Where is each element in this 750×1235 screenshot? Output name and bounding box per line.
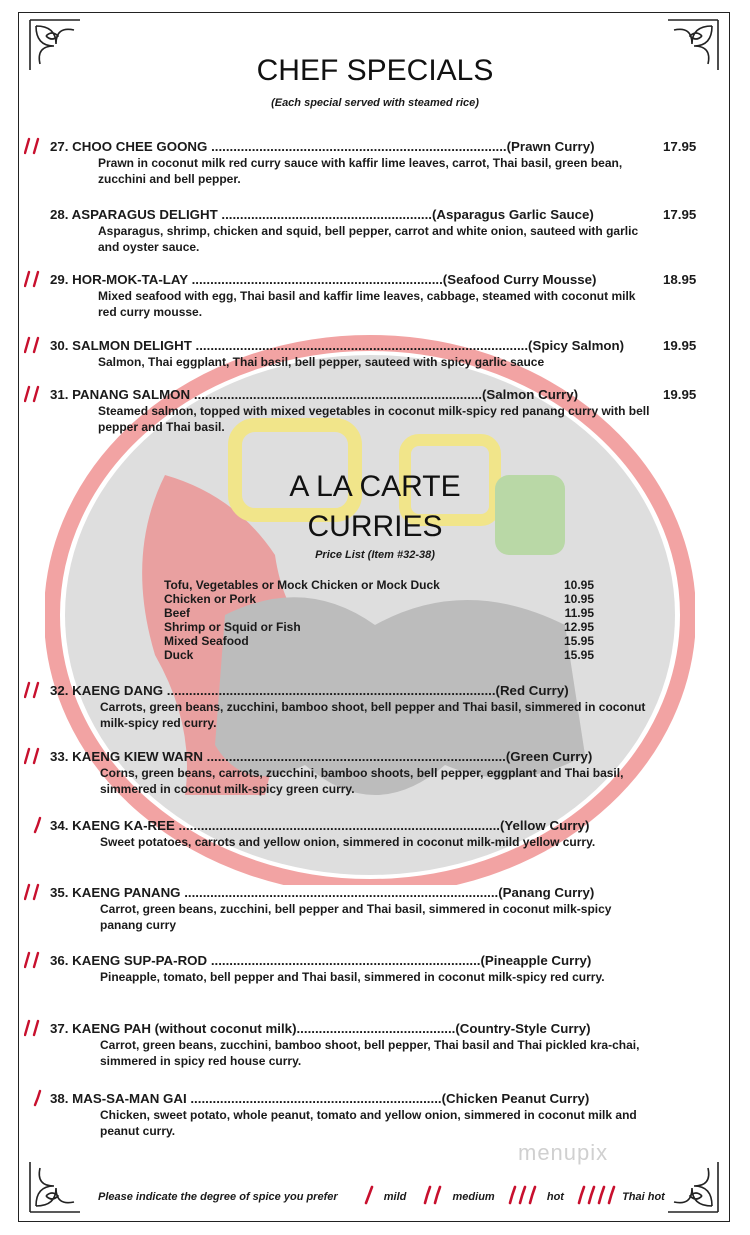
item-description: Sweet potatoes, carrots and yellow onion, simmered in coconut milk-mild yellow curry. (100, 835, 596, 849)
item-name: 34. KAENG KA-REE .......................................................................................(Yellow Curry) (50, 818, 590, 833)
price-row (164, 606, 594, 620)
item-description: Chicken, sweet potato, whole peanut, tomato and yellow onion, simmered in coconut milk and peanut curry. (100, 1108, 637, 1138)
chili-medium-icon (24, 270, 46, 288)
price-row-label: Duck (164, 648, 194, 662)
price-list (164, 578, 594, 662)
item-name: 27. CHOO CHEE GOONG ................................................................................(Prawn Curry) (50, 139, 595, 154)
item-price: 17.95 (663, 139, 697, 154)
item-name: 28. ASPARAGUS DELIGHT .........................................................(Asparagus Garlic Sauce) (50, 207, 594, 222)
corner-ornament-icon (664, 1158, 722, 1216)
price-row-value: 12.95 (563, 620, 594, 634)
item-description: Asparagus, shrimp, chicken and squid, bell pepper, carrot and white onion, sauteed with garlic and oyster sauce. (98, 224, 639, 254)
corner-ornament-icon (26, 1158, 84, 1216)
spice-thai-hot-label: Thai hot (622, 1190, 665, 1203)
price-row-label: Chicken or Pork (164, 592, 257, 606)
price-row-label: Mixed Seafood (164, 634, 249, 648)
item-name: 36. KAENG SUP-PA-ROD .........................................................................(Pineapple Curry) (50, 953, 592, 968)
item-description: Carrot, green beans, zucchini, bell pepper and Thai basil, simmered in coconut milk-spicy panang curry (100, 902, 612, 932)
menu-item (50, 885, 720, 933)
menu-item (50, 683, 720, 731)
item-description: Carrot, green beans, zucchini, bamboo shoot, bell pepper, Thai basil and Thai pickled kra-chai, simmered in spicy red house curry. (100, 1038, 640, 1068)
menu-item (50, 338, 720, 371)
spice-hot-label: hot (546, 1190, 564, 1203)
chili-medium-icon (24, 747, 46, 765)
chili-medium-icon (24, 681, 46, 699)
chili-medium-icon (24, 883, 46, 901)
item-description: Salmon, Thai eggplant, Thai basil, bell pepper, sauteed with spicy garlic sauce (98, 355, 545, 369)
item-description: Corns, green beans, carrots, zucchini, bamboo shoots, bell pepper, eggplant and Thai basil, simmered in coconut milk-spicy green curry. (100, 766, 624, 796)
item-price: 19.95 (663, 338, 697, 353)
price-row (164, 592, 594, 606)
item-name: 38. MAS-SA-MAN GAI ....................................................................(Chicken Peanut Curry) (50, 1091, 590, 1106)
price-row-value: 15.95 (563, 634, 594, 648)
chili-mild-icon (32, 816, 44, 834)
chili-medium-icon (24, 951, 46, 969)
chef-specials-subtitle: (Each special served with steamed rice) (271, 97, 479, 109)
price-row-label: Tofu, Vegetables or Mock Chicken or Mock Duck (164, 578, 440, 592)
price-row-label: Beef (164, 606, 191, 620)
menu-item (50, 139, 720, 187)
item-name: 29. HOR-MOK-TA-LAY ....................................................................(Seafood Curry Mousse) (50, 272, 597, 287)
menu-item (50, 818, 720, 851)
menu-item (50, 207, 720, 255)
section-title-a-la-carte: A LA CARTE (289, 470, 461, 503)
chili-hot-icon (508, 1185, 540, 1208)
price-row-label: Shrimp or Squid or Fish (164, 620, 301, 634)
spice-legend (98, 1185, 665, 1208)
menu-item (50, 749, 720, 797)
item-name: 32. KAENG DANG .........................................................................................(Red Curry) (50, 683, 569, 698)
price-row (164, 620, 594, 634)
item-price: 17.95 (663, 207, 697, 222)
chili-medium-icon (423, 1185, 445, 1208)
item-name: 30. SALMON DELIGHT ..........................................................................................(Spicy Salmon) (50, 338, 625, 353)
item-price: 19.95 (663, 387, 697, 402)
section-title-curries: CURRIES (307, 510, 443, 543)
menu-item (50, 1021, 720, 1069)
item-description: Carrots, green beans, zucchini, bamboo shoot, bell pepper and Thai basil, simmered in coconut milk-spicy red curry. (100, 700, 646, 730)
watermark: menupix (518, 1140, 609, 1165)
item-name: 33. KAENG KIEW WARN .................................................................................(Green Curry) (50, 749, 593, 764)
spice-legend-note: Please indicate the degree of spice you prefer (98, 1190, 338, 1203)
spice-mild-label: mild (383, 1190, 407, 1203)
chili-medium-icon (24, 336, 46, 354)
spice-medium-label: medium (452, 1190, 495, 1203)
item-description: Steamed salmon, topped with mixed vegetables in coconut milk-spicy red panang curry with bell pepper and Thai basil. (98, 404, 650, 434)
chili-medium-icon (24, 385, 46, 403)
price-row-value: 11.95 (564, 606, 594, 620)
price-row-value: 10.95 (563, 592, 594, 606)
chili-mild-icon (32, 1089, 44, 1107)
item-name: 35. KAENG PANANG .....................................................................................(Panang Curry) (50, 885, 595, 900)
chili-mild-icon (363, 1185, 375, 1208)
price-row (164, 578, 594, 592)
menu-item (50, 1091, 720, 1139)
item-name: 31. PANANG SALMON ..............................................................................(Salmon Curry) (50, 387, 579, 402)
menu-item (50, 272, 720, 320)
menu-item (50, 953, 720, 986)
price-row (164, 634, 594, 648)
section-title-chef-specials: CHEF SPECIALS (256, 54, 494, 87)
chili-medium-icon (24, 1019, 46, 1037)
menu-item (50, 387, 720, 435)
item-description: Pineapple, tomato, bell pepper and Thai basil, simmered in coconut milk-spicy red curry. (100, 970, 605, 984)
chili-thai-hot-icon (577, 1185, 619, 1208)
price-row-value: 10.95 (563, 578, 594, 592)
item-name: 37. KAENG PAH (without coconut milk)...........................................(Country-Style Curry) (50, 1021, 591, 1036)
chili-medium-icon (24, 137, 46, 155)
price-list-label: Price List (Item #32-38) (315, 549, 435, 561)
price-row (164, 648, 594, 662)
item-description: Prawn in coconut milk red curry sauce with kaffir lime leaves, carrot, Thai basil, green bean, zucchini and bell pepper. (98, 156, 623, 186)
price-row-value: 15.95 (563, 648, 594, 662)
item-description: Mixed seafood with egg, Thai basil and kaffir lime leaves, cabbage, steamed with coconut milk red curry mousse. (98, 289, 636, 319)
item-price: 18.95 (663, 272, 697, 287)
